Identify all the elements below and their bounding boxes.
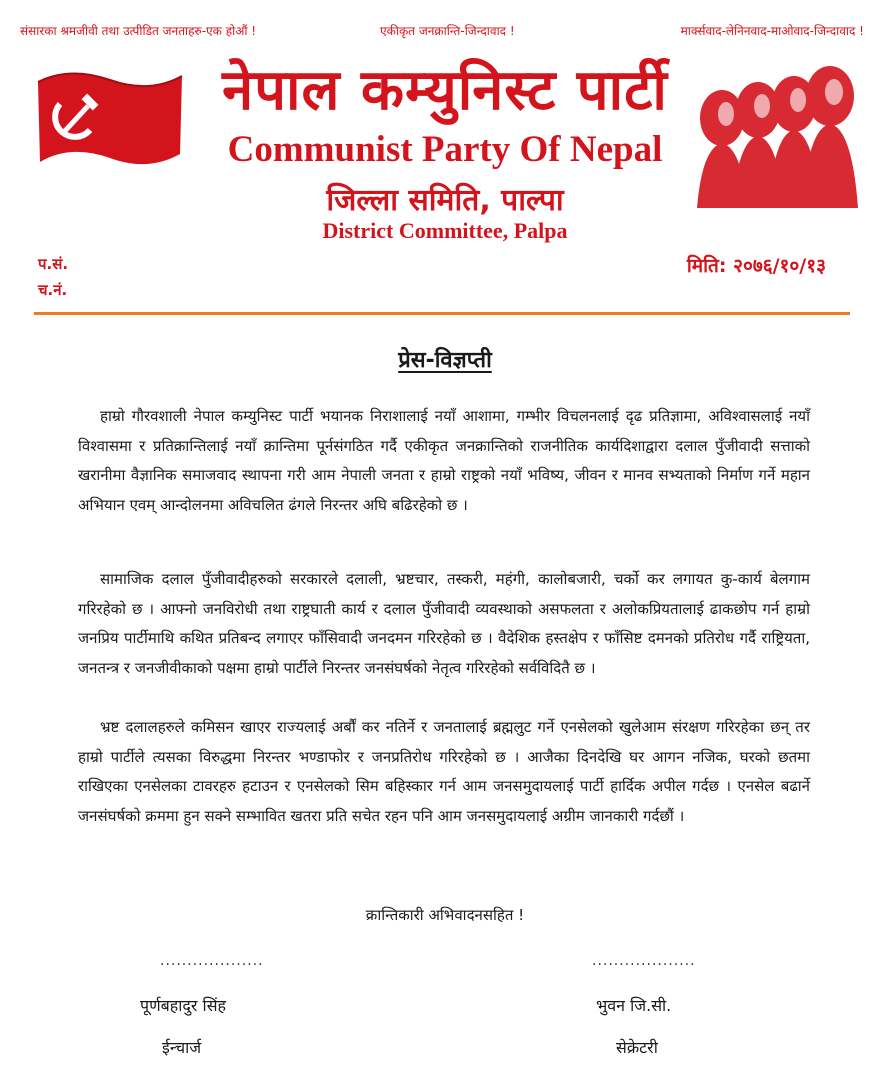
paragraph-3: भ्रष्ट दलालहरुले कमिसन खाएर राज्यलाई अर्बौं कर नतिर्ने र जनतालाई ब्रह्मलुट गर्ने एनसेलको खुलेआम संरक्षण गरिरहेका छन् तर हाम्रो पार्टीले त्यसका विरुद्धमा निरन्तर भण्डाफोर र जनप्रतिरोध गरिरहेको छ । आजैका दिनदेखि घर आगन नजिक, घरको छतमा राखिएका एनसेलका टावरहरु हटाउन र एनसेलको सिम बहिस्कार गर्न आम जनसमुदायलाई पार्टी हार्दिक अपील गर्दछ । एनसेल बढार्ने जनसंघर्षको क्रममा हुन सक्ने सम्भावित खतरा प्रति सचेत रहन पनि आम जनसमुदायलाई अग्रीम जानकारी गर्दछौं । [78,718,810,825]
slogan-left: संसारका श्रमजीवी तथा उत्पीडित जनताहरु-एक होऔं ! [20,24,257,38]
header-divider [34,312,850,315]
slogan-right: मार्क्सवाद-लेनिनवाद-माओवाद-जिन्दावाद ! [680,24,864,38]
document-date: मिति: २०७६/१०/१३ [686,255,826,277]
signature-line-left: ................... [160,953,264,969]
party-name-english: Communist Party Of Nepal [227,129,663,170]
signatory-right-name: भुवन जि.सी. [596,996,672,1015]
paragraph-2: सामाजिक दलाल पुँजीवादीहरुको सरकारले दलाली, भ्रष्टचार, तस्करी, महंगी, कालोबजारी, चर्को कर लगायत कु-कार्य बेलगाम गरिरहेको छ । आफ्नो जनविरोधी तथा राष्ट्रघाती कार्य र दलाल पुँजीवादी व्यवस्थाको असफलता र अलोकप्रियतालाई ढाकछोप गर्न हाम्रो जनप्रिय पार्टीमाथि कथित प्रतिबन्द लगाएर फाँसिवादी जनदमन गरिरहेको छ । वैदेशिक हस्तक्षेप र फाँसिष्ट दमनको प्रतिरोध गर्दै राष्ट्रियता, जनतन्त्र र जनजीवीकाको पक्षमा हाम्रो पार्टीले निरन्तर जनसंघर्षको नेतृत्व गरिरहेको सर्वविदितै छ । [78,570,810,677]
party-name-nepali: नेपाल कम्युनिस्ट पार्टी [222,58,668,123]
signatory-right-title: सेक्रेटरी [616,1038,658,1057]
signatory-left-name: पूर्णबहादुर सिंह [140,996,227,1015]
closing-salutation: क्रान्तिकारी अभिवादनसहित ! [365,906,525,924]
paragraph-1: हाम्रो गौरवशाली नेपाल कम्युनिस्ट पार्टी भयानक निराशालाई नयाँ आशामा, गम्भीर विचलनलाई दृढ प्रतिज्ञामा, अविश्वासलाई नयाँ विश्वासमा र प्रतिक्रान्तिलाई नयाँ क्रान्तिमा पूर्नसंगठित गर्दै एकीकृत जनक्रान्तिको राजनीतिक कार्यदिशाद्वारा दलाल पुँजीवादी सत्ताको खरानीमा वैज्ञानिक समाजवाद स्थापना गरी आम नेपाली जनता र हाम्रो राष्ट्रको नयाँ भविष्य, जीवन र मानव सभ्यताको निर्माण गर्ने महान अभियान एवम् आन्दोलनमा अविचलित ढंगले निरन्तर अघि बढिरहेको छ । [78,407,810,514]
signature-line-right: ................... [592,953,696,969]
reference-ps: प.सं. [38,255,69,273]
document-heading: प्रेस-विज्ञप्ती [398,348,492,373]
slogan-center: एकीकृत जनक्रान्ति-जिन्दावाद ! [380,24,515,38]
committee-name-english: District Committee, Palpa [322,218,568,243]
signatory-left-title: ईन्चार्ज [162,1038,202,1057]
reference-cn: च.नं. [38,281,68,299]
committee-name-nepali: जिल्ला समिति, पाल्पा [326,183,564,218]
